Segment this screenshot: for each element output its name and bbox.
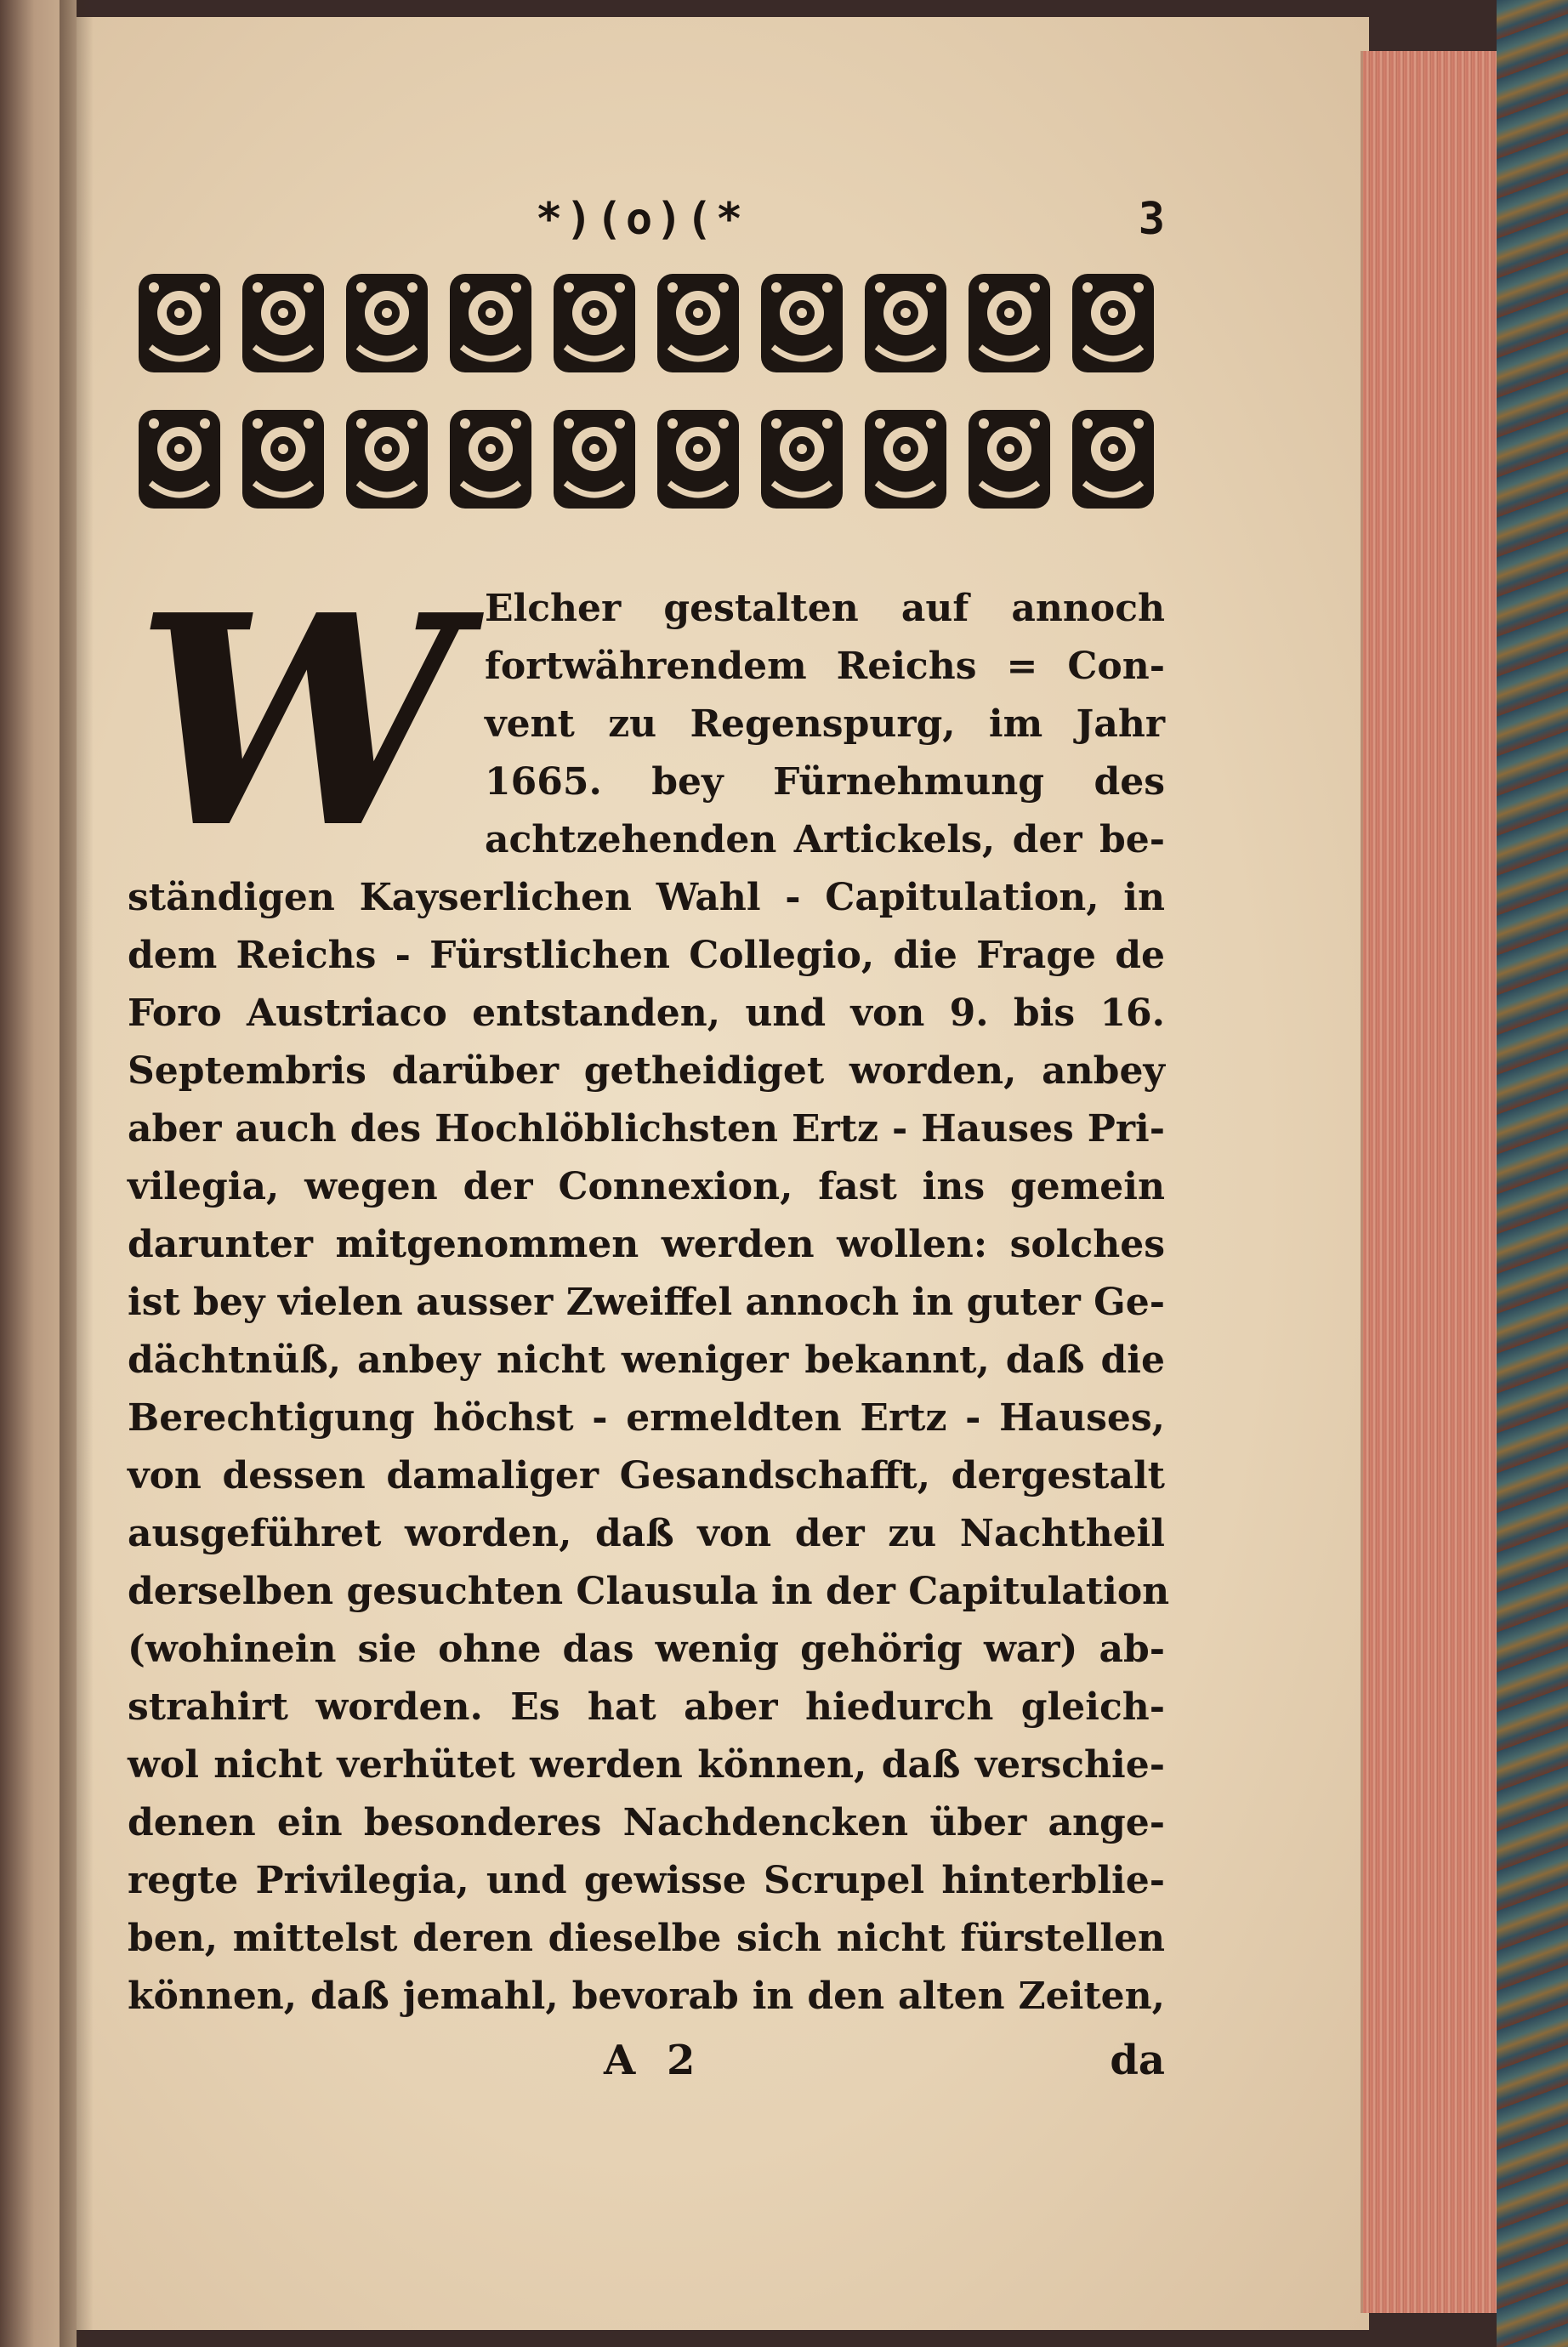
text-line: achtzehenden Artickels, der be-: [485, 818, 1165, 861]
running-head: *)(o)(*: [536, 194, 747, 245]
marbled-cover: [1497, 0, 1568, 2347]
page-number: 3: [1138, 194, 1165, 245]
page-edges: [1361, 51, 1499, 2313]
page-header: [128, 194, 1165, 245]
decorated-initial: W: [135, 553, 460, 892]
text-line: vilegia, wegen der Connexion, fast ins gemein: [128, 1165, 1165, 1208]
text-line: ben, mittelst deren dieselbe sich nicht fürstellen: [128, 1917, 1165, 1960]
text-line: dächtnüß, anbey nicht weniger bekannt, daß die: [128, 1338, 1165, 1382]
text-line: ausgeführet worden, daß von der zu Nachtheil: [128, 1512, 1165, 1555]
text-line: vent zu Regenspurg, im Jahr: [485, 702, 1165, 746]
text-line: wol nicht verhütet werden können, daß verschie-: [128, 1743, 1165, 1787]
text-line: aber auch des Hochlöblichsten Ertz - Hauses Pri-: [128, 1107, 1165, 1151]
text-line: regte Privilegia, und gewisse Scrupel hinterblie-: [128, 1859, 1165, 1902]
text-line: dem Reichs - Fürstlichen Collegio, die Frage de: [128, 934, 1165, 977]
text-line: ständigen Kayserlichen Wahl - Capitulation, in: [128, 876, 1165, 919]
floral-ornament-icon: [128, 255, 1165, 527]
text-line: fortwährendem Reichs = Con-: [485, 645, 1165, 688]
text-line: Berechtigung höchst - ermeldten Ertz - Hauses,: [128, 1396, 1165, 1440]
text-line: von dessen damaliger Gesandschafft, dergestalt: [128, 1454, 1165, 1497]
text-line: darunter mitgenommen werden wollen: solches: [128, 1223, 1165, 1266]
body-text: [128, 553, 1170, 2041]
text-line: Elcher gestalten auf annoch: [485, 587, 1165, 630]
text-line: können, daß jemahl, bevorab in den alten Zeiten,: [128, 1975, 1165, 2018]
page-footer: [128, 2037, 1165, 2088]
signature-mark: A 2: [604, 2037, 704, 2084]
text-line: Foro Austriaco entstanden, und von 9. bis 16.: [128, 992, 1165, 1035]
text-line: (wohinein sie ohne das wenig gehörig war) ab-: [128, 1628, 1165, 1671]
text-line: ist bey vielen ausser Zweiffel annoch in guter Ge-: [128, 1281, 1165, 1324]
text-line: 1665. bey Fürnehmung des: [485, 760, 1165, 804]
text-line: Septembris darüber getheidiget worden, anbey: [128, 1049, 1165, 1093]
text-line: strahirt worden. Es hat aber hiedurch gleich-: [128, 1685, 1165, 1729]
gutter-shadow: [60, 0, 94, 2347]
catchword: da: [1110, 2037, 1165, 2084]
text-line: derselben gesuchten Clausula in der Capitulation: [128, 1570, 1170, 1613]
text-line: denen ein besonderes Nachdencken über ange-: [128, 1801, 1165, 1844]
